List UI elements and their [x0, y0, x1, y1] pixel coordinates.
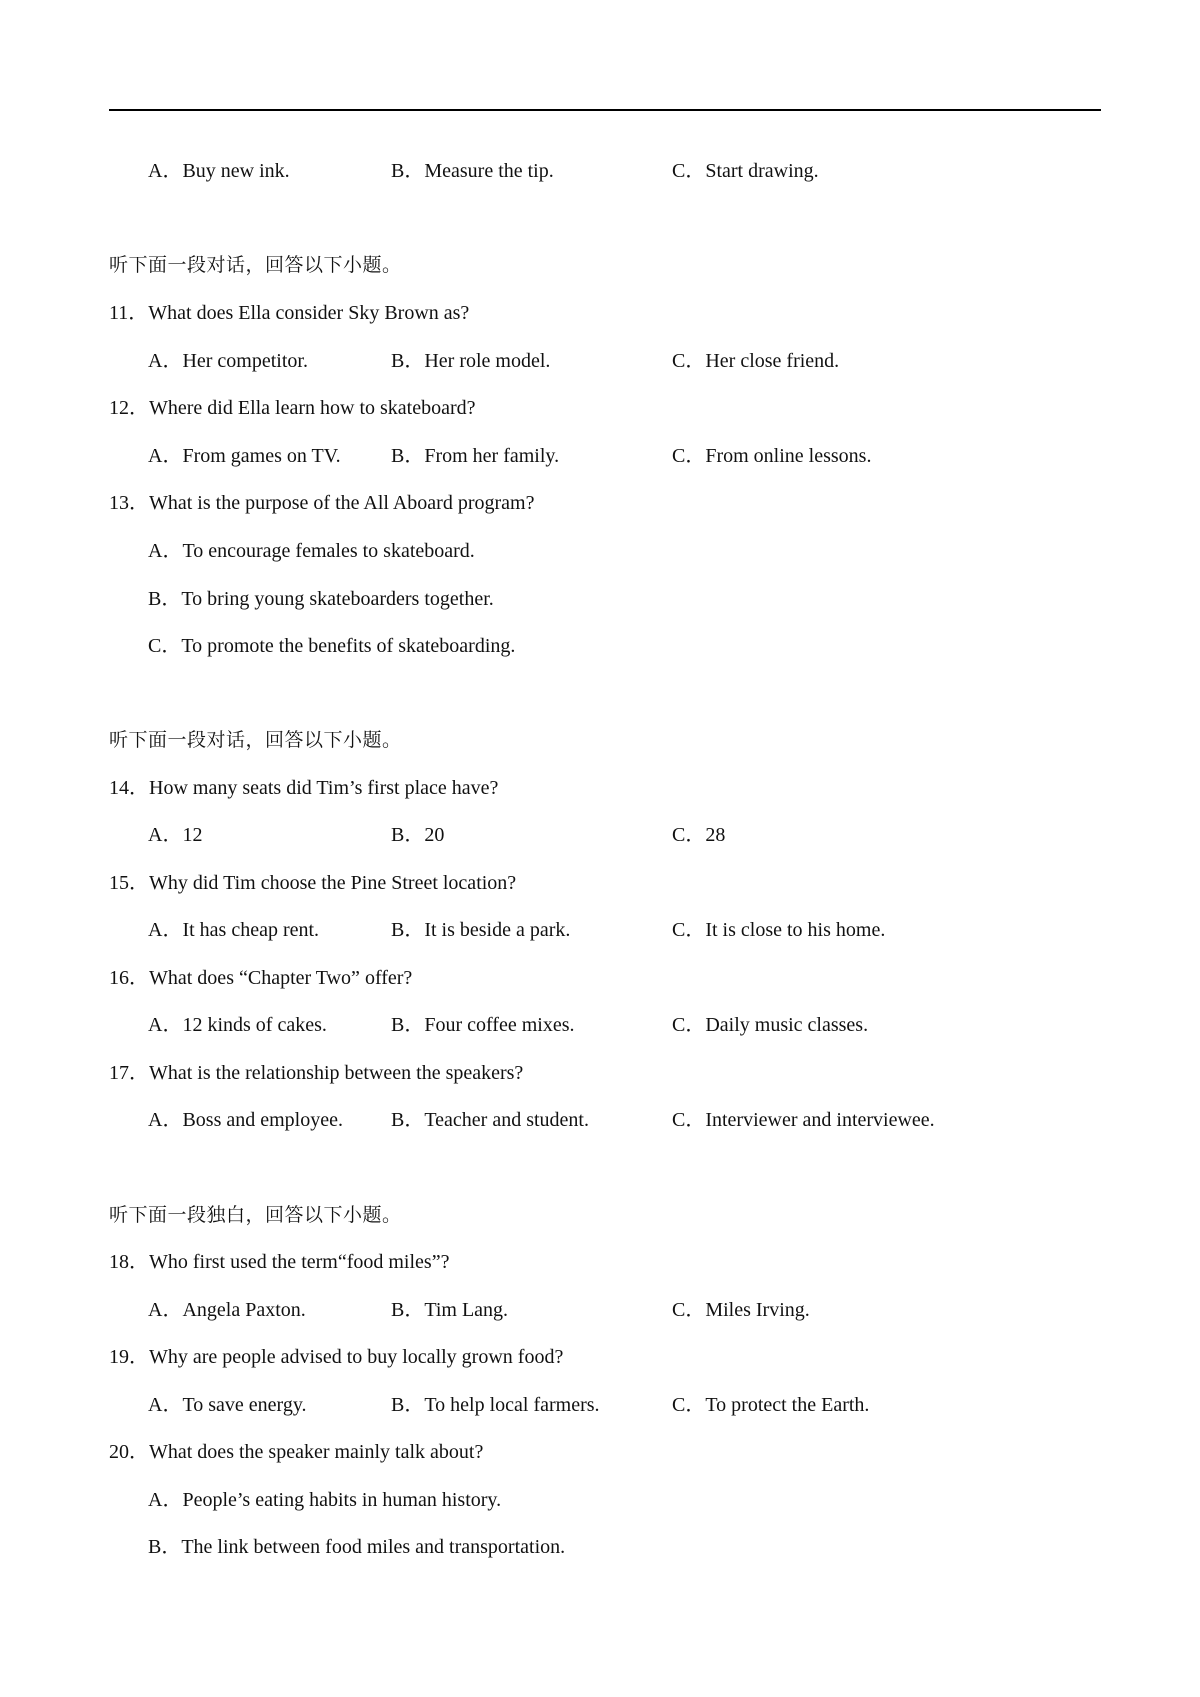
q18-text: Who first used the term“food miles”? — [149, 1251, 450, 1273]
q11-option-b: B．Her role model. — [391, 350, 551, 372]
q16-stem — [109, 966, 412, 990]
q18-option-a: A．Angela Paxton. — [148, 1299, 306, 1321]
q19-number: 19． — [109, 1346, 149, 1368]
q13-option-a: A．To encourage females to skateboard. — [148, 540, 475, 562]
q15-number: 15． — [109, 872, 149, 894]
q16-text: What does “Chapter Two” offer? — [149, 967, 413, 989]
q11-option-c: C．Her close friend. — [672, 350, 840, 372]
q13-number: 13． — [109, 492, 149, 514]
q11-text: What does Ella consider Sky Brown as? — [148, 302, 470, 324]
q17-stem — [109, 1061, 523, 1085]
section-2-instruction: 听下面一段对话，回答以下小题。 — [109, 729, 402, 751]
q16-option-b: B．Four coffee mixes. — [391, 1014, 575, 1036]
q20-text: What does the speaker mainly talk about? — [149, 1441, 484, 1463]
q15-option-a: A．It has cheap rent. — [148, 919, 320, 941]
q14-option-c: C．28 — [672, 824, 726, 846]
q11-option-a: A．Her competitor. — [148, 350, 308, 372]
q13-text: What is the purpose of the All Aboard program? — [149, 492, 535, 514]
q17-text: What is the relationship between the speakers? — [149, 1062, 524, 1084]
q16-option-c: C．Daily music classes. — [672, 1014, 869, 1036]
q20-option-a: A．People’s eating habits in human history. — [148, 1489, 502, 1511]
q10-option-a: A．Buy new ink. — [148, 160, 290, 182]
q14-option-b: B．20 — [391, 824, 445, 846]
q18-option-c: C．Miles Irving. — [672, 1299, 810, 1321]
q19-option-a: A．To save energy. — [148, 1394, 307, 1416]
q14-number: 14． — [109, 777, 149, 799]
q10-option-b: B．Measure the tip. — [391, 160, 554, 182]
q18-number: 18． — [109, 1251, 149, 1273]
q12-option-b: B．From her family. — [391, 445, 560, 467]
q13-stem — [109, 491, 534, 515]
q19-text: Why are people advised to buy locally grown food? — [149, 1346, 564, 1368]
q17-option-a: A．Boss and employee. — [148, 1109, 343, 1131]
q15-text: Why did Tim choose the Pine Street location? — [149, 872, 517, 894]
q20-stem — [109, 1440, 483, 1464]
q11-stem — [109, 301, 469, 325]
q12-stem — [109, 396, 476, 420]
q11-number: 11． — [109, 302, 149, 324]
q19-option-b: B．To help local farmers. — [391, 1394, 600, 1416]
q19-option-c: C．To protect the Earth. — [672, 1394, 870, 1416]
q17-option-b: B．Teacher and student. — [391, 1109, 589, 1131]
section-3-instruction: 听下面一段独白，回答以下小题。 — [109, 1204, 402, 1226]
q14-stem — [109, 776, 498, 800]
q14-option-a: A．12 — [148, 824, 203, 846]
q16-option-a: A．12 kinds of cakes. — [148, 1014, 327, 1036]
header-rule — [109, 109, 1101, 111]
q12-text: Where did Ella learn how to skateboard? — [149, 397, 476, 419]
q17-option-c: C．Interviewer and interviewee. — [672, 1109, 935, 1131]
q14-text: How many seats did Tim’s first place have? — [149, 777, 499, 799]
q20-option-b: B．The link between food miles and transportation. — [148, 1536, 566, 1558]
q18-option-b: B．Tim Lang. — [391, 1299, 509, 1321]
section-1-instruction: 听下面一段对话，回答以下小题。 — [109, 254, 402, 276]
q12-option-a: A．From games on TV. — [148, 445, 341, 467]
q15-option-b: B．It is beside a park. — [391, 919, 571, 941]
q19-stem — [109, 1345, 563, 1369]
q17-number: 17． — [109, 1062, 149, 1084]
q15-stem — [109, 871, 516, 895]
q10-option-c: C．Start drawing. — [672, 160, 819, 182]
q20-number: 20． — [109, 1441, 149, 1463]
q13-option-c: C．To promote the benefits of skateboarding. — [148, 635, 516, 657]
q13-option-b: B．To bring young skateboarders together. — [148, 588, 494, 610]
q15-option-c: C．It is close to his home. — [672, 919, 886, 941]
q12-number: 12． — [109, 397, 149, 419]
q12-option-c: C．From online lessons. — [672, 445, 872, 467]
q16-number: 16． — [109, 967, 149, 989]
q18-stem — [109, 1250, 449, 1274]
